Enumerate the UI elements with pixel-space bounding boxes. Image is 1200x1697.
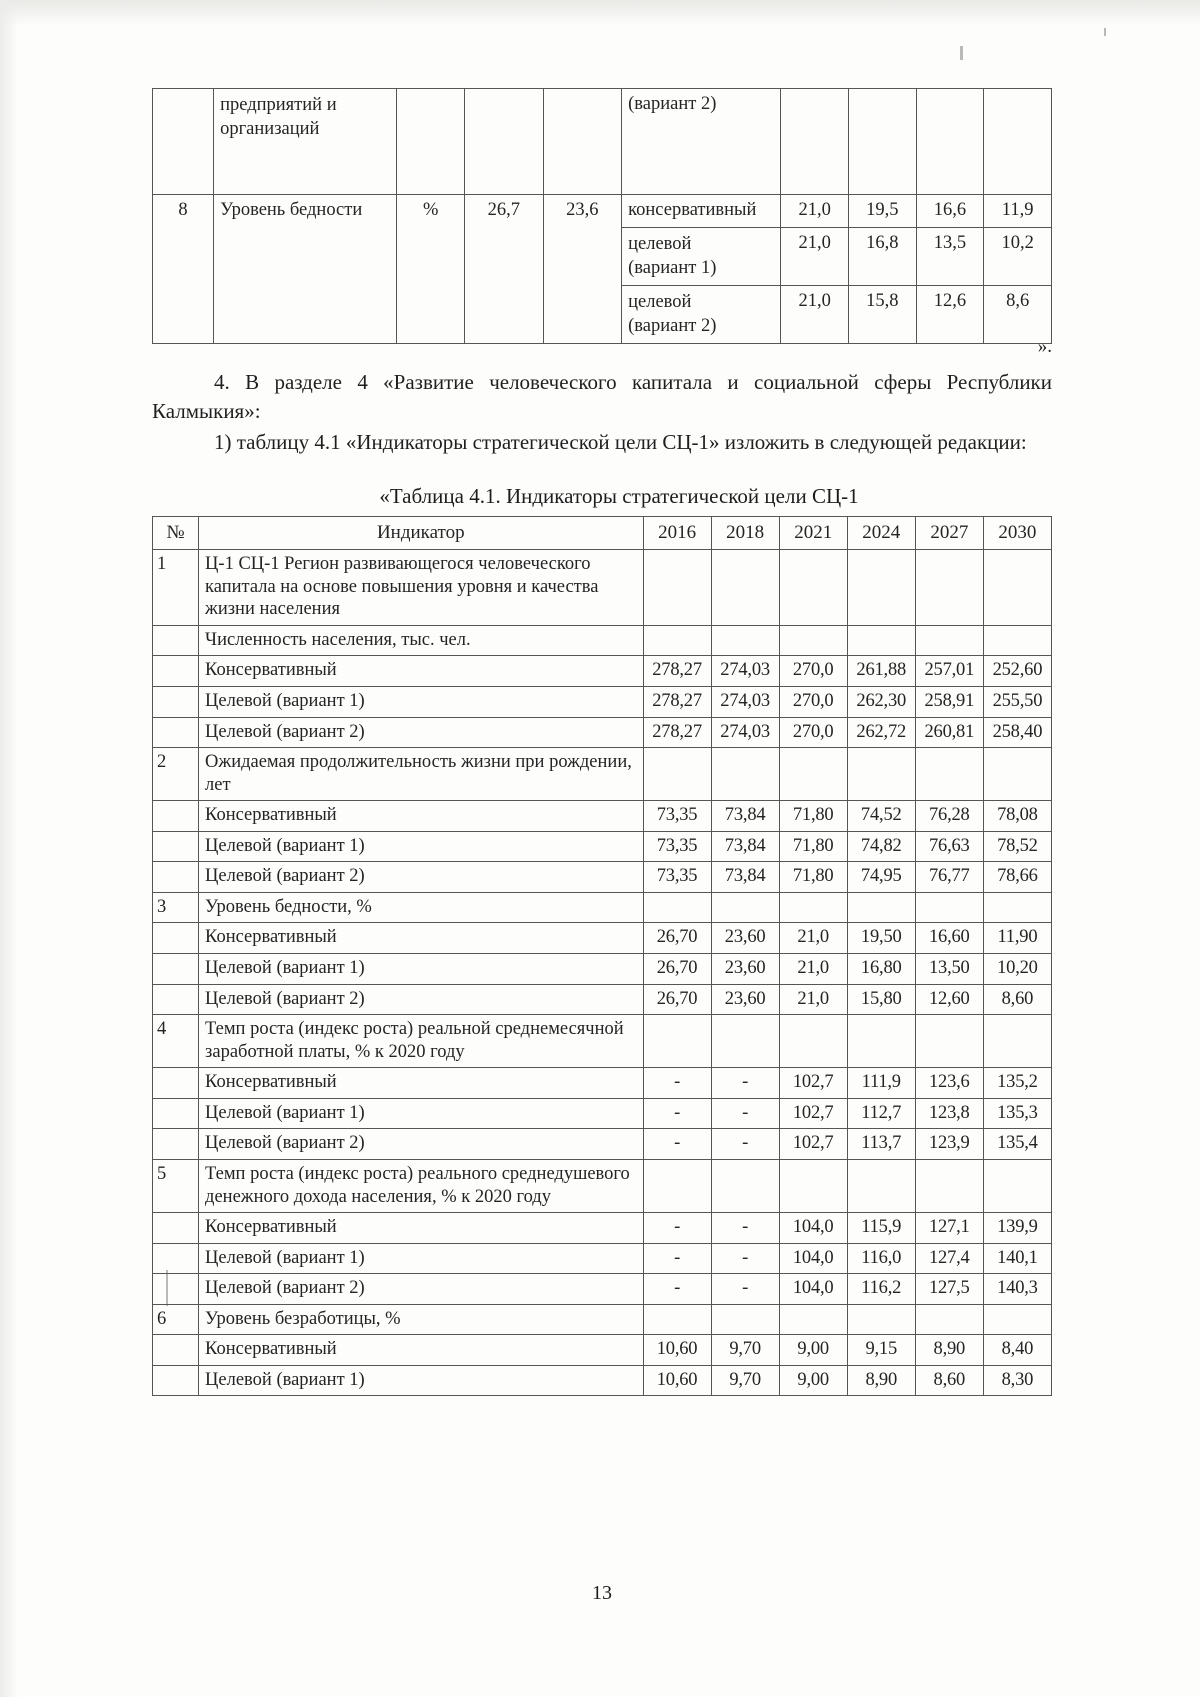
value-cell: 16,8 xyxy=(849,227,917,285)
value-cell-2018: 23,60 xyxy=(711,984,779,1015)
paragraph-text: 4. В разделе 4 «Развитие человеческого капитала и социальной сферы Республики Калмыкия»: xyxy=(152,370,1052,423)
column-header-2030: 2030 xyxy=(983,517,1051,550)
indicator-cell: Темп роста (индекс роста) реального среднедушевого денежного дохода населения, % к 2020 году xyxy=(199,1159,643,1212)
value-cell-2021 xyxy=(779,892,847,923)
value-cell-2018 xyxy=(711,1015,779,1068)
value-cell-2030: 10,20 xyxy=(983,954,1051,985)
value-cell-2027: 13,50 xyxy=(915,954,983,985)
value-cell xyxy=(781,89,849,195)
indicator-cell: Ц-1 СЦ-1 Регион развивающегося человеческого капитала на основе повышения уровня и качества жизни населения xyxy=(199,550,643,626)
value-cell-2027: 8,90 xyxy=(915,1335,983,1366)
scenario-cell xyxy=(622,285,781,343)
value-cell: 21,0 xyxy=(781,195,849,228)
row-number-cell: 6 xyxy=(153,1304,199,1335)
value-cell-2018: 274,03 xyxy=(711,656,779,687)
scenario-variant: (вариант 1) xyxy=(628,257,717,278)
value-cell-2018 xyxy=(711,1304,779,1335)
value-cell-2018: - xyxy=(711,1098,779,1129)
value-cell-2024 xyxy=(847,625,915,656)
value-cell: 13,5 xyxy=(916,227,984,285)
row-number-cell: 4 xyxy=(153,1015,199,1068)
value-cell-2016: 10,60 xyxy=(643,1335,711,1366)
indicator-cell: Целевой (вариант 1) xyxy=(199,686,643,717)
row-number-cell xyxy=(153,1098,199,1129)
column-header-2027: 2027 xyxy=(915,517,983,550)
column-header-indicator: Индикатор xyxy=(199,517,643,550)
table-row xyxy=(153,831,1052,862)
value-cell-2016: 73,35 xyxy=(643,831,711,862)
table-row xyxy=(153,1098,1052,1129)
indicator-cont-line2: организаций xyxy=(220,119,320,140)
indicator-cell: Консервативный xyxy=(199,656,643,687)
value-cell-2024: 116,0 xyxy=(847,1243,915,1274)
row-number-cell: 2 xyxy=(153,748,199,801)
table-header xyxy=(153,517,1052,550)
indicator-cell: Численность населения, тыс. чел. xyxy=(199,625,643,656)
value-cell-2027 xyxy=(915,1015,983,1068)
row-number-cell xyxy=(153,686,199,717)
row-number-cell: 3 xyxy=(153,892,199,923)
value-cell-2016 xyxy=(643,1015,711,1068)
value-cell-2016: 26,70 xyxy=(643,984,711,1015)
value-cell-2030: 255,50 xyxy=(983,686,1051,717)
column-header-2024: 2024 xyxy=(847,517,915,550)
value-cell-2030: 8,30 xyxy=(983,1365,1051,1396)
indicator-cell: Целевой (вариант 2) xyxy=(199,984,643,1015)
value-cell-2021: 270,0 xyxy=(779,686,847,717)
indicator-cont-line1: предприятий и xyxy=(220,95,337,115)
row-number-cell xyxy=(153,1213,199,1244)
table-row xyxy=(153,1304,1052,1335)
value-cell-2030: 252,60 xyxy=(983,656,1051,687)
value-cell-2018: 274,03 xyxy=(711,686,779,717)
value-cell-2027 xyxy=(915,892,983,923)
value-cell-2024 xyxy=(847,748,915,801)
value-cell-2027: 127,4 xyxy=(915,1243,983,1274)
value-cell-2030: 140,1 xyxy=(983,1243,1051,1274)
indicator-cell: Консервативный xyxy=(199,923,643,954)
scan-edge-shading-top xyxy=(0,0,1200,26)
value-cell-2021: 71,80 xyxy=(779,831,847,862)
value-cell-2030: 140,3 xyxy=(983,1274,1051,1305)
value-cell-2027: 76,28 xyxy=(915,801,983,832)
value-cell-2021: 102,7 xyxy=(779,1129,847,1160)
scenario-name: целевой xyxy=(628,233,692,254)
table-row xyxy=(153,195,1052,228)
value-cell-2027: 123,9 xyxy=(915,1129,983,1160)
value-cell-2016: 278,27 xyxy=(643,717,711,748)
value-cell-2016 xyxy=(643,550,711,626)
table-row xyxy=(153,923,1052,954)
value-cell-2018: - xyxy=(711,1213,779,1244)
table-row xyxy=(153,1365,1052,1396)
value-cell-2018: 73,84 xyxy=(711,862,779,893)
value-cell-2016 xyxy=(643,1304,711,1335)
value-cell-2016: - xyxy=(643,1129,711,1160)
value-cell-2027: 260,81 xyxy=(915,717,983,748)
table-row xyxy=(153,717,1052,748)
value-cell-2030 xyxy=(983,625,1051,656)
value-cell-2016: - xyxy=(643,1243,711,1274)
value-cell-2027: 76,77 xyxy=(915,862,983,893)
row-number-cell xyxy=(153,1335,199,1366)
value-cell-2027 xyxy=(915,625,983,656)
scenario-name: целевой xyxy=(628,291,692,312)
row-number-cell xyxy=(153,89,214,195)
value-cell-2016: - xyxy=(643,1068,711,1099)
value-cell-2018: 73,84 xyxy=(711,801,779,832)
scenario-cell: консервативный xyxy=(622,195,781,228)
value-cell-2016: - xyxy=(643,1274,711,1305)
value-cell: 21,0 xyxy=(781,285,849,343)
value-2018-cell xyxy=(543,89,622,195)
value-cell-2016: 278,27 xyxy=(643,656,711,687)
value-cell-2027: 127,1 xyxy=(915,1213,983,1244)
value-cell-2030 xyxy=(983,1159,1051,1212)
value-cell-2030: 135,3 xyxy=(983,1098,1051,1129)
value-cell-2021: 102,7 xyxy=(779,1098,847,1129)
value-cell-2030: 8,40 xyxy=(983,1335,1051,1366)
table-row xyxy=(153,1213,1052,1244)
value-cell-2016: 278,27 xyxy=(643,686,711,717)
value-cell-2027 xyxy=(915,1159,983,1212)
value-cell-2018: - xyxy=(711,1068,779,1099)
table-row xyxy=(153,892,1052,923)
value-cell-2021: 9,00 xyxy=(779,1365,847,1396)
value-cell-2021 xyxy=(779,748,847,801)
unit-cell xyxy=(397,89,465,195)
table-body xyxy=(153,550,1052,1396)
value-cell-2021: 21,0 xyxy=(779,954,847,985)
table-caption: «Таблица 4.1. Индикаторы стратегической цели СЦ-1 xyxy=(379,484,859,508)
value-cell-2027: 12,60 xyxy=(915,984,983,1015)
value-cell-2027 xyxy=(915,748,983,801)
value-cell-2030 xyxy=(983,892,1051,923)
table-header-row xyxy=(153,517,1052,550)
value-cell: 19,5 xyxy=(849,195,917,228)
value-cell-2024 xyxy=(847,1304,915,1335)
value-2016-cell: 26,7 xyxy=(465,195,544,344)
value-cell-2021 xyxy=(779,1015,847,1068)
value-cell-2018 xyxy=(711,550,779,626)
indicator-cell: Целевой (вариант 1) xyxy=(199,1243,643,1274)
value-cell-2018: - xyxy=(711,1129,779,1160)
value-cell-2030 xyxy=(983,1304,1051,1335)
value-cell: 11,9 xyxy=(984,195,1052,228)
value-cell-2021: 102,7 xyxy=(779,1068,847,1099)
value-cell-2030 xyxy=(983,1015,1051,1068)
paragraph-item-1 xyxy=(152,428,1052,457)
value-cell-2030: 78,52 xyxy=(983,831,1051,862)
continued-indicator-table xyxy=(152,88,1052,344)
column-header-no: № xyxy=(153,517,199,550)
value-cell-2027: 8,60 xyxy=(915,1365,983,1396)
row-number-cell: 5 xyxy=(153,1159,199,1212)
value-cell-2018: - xyxy=(711,1274,779,1305)
table-row xyxy=(153,625,1052,656)
value-cell-2030: 78,66 xyxy=(983,862,1051,893)
value-cell-2024: 74,95 xyxy=(847,862,915,893)
value-cell-2027 xyxy=(915,550,983,626)
value-cell-2018: 9,70 xyxy=(711,1335,779,1366)
value-cell: 15,8 xyxy=(849,285,917,343)
indicator-cell: Темп роста (индекс роста) реальной среднемесячной заработной платы, % к 2020 году xyxy=(199,1015,643,1068)
value-cell-2021: 71,80 xyxy=(779,862,847,893)
table-row xyxy=(153,984,1052,1015)
value-cell xyxy=(916,89,984,195)
table-row xyxy=(153,89,1052,195)
value-cell-2016: 10,60 xyxy=(643,1365,711,1396)
value-cell-2024: 111,9 xyxy=(847,1068,915,1099)
value-cell-2024: 116,2 xyxy=(847,1274,915,1305)
value-cell-2021: 104,0 xyxy=(779,1274,847,1305)
table-row xyxy=(153,1159,1052,1212)
value-cell-2018 xyxy=(711,625,779,656)
value-cell-2018: 274,03 xyxy=(711,717,779,748)
indicator-cell: Целевой (вариант 1) xyxy=(199,831,643,862)
paragraph-section-4 xyxy=(152,368,1052,426)
value-cell-2018: 9,70 xyxy=(711,1365,779,1396)
indicator-cell: Ожидаемая продолжительность жизни при рождении, лет xyxy=(199,748,643,801)
row-number-cell xyxy=(153,1129,199,1160)
indicator-cell: Консервативный xyxy=(199,1213,643,1244)
value-cell-2021 xyxy=(779,625,847,656)
value-cell: 8,6 xyxy=(984,285,1052,343)
table-row xyxy=(153,954,1052,985)
scan-edge-shading-left xyxy=(0,0,18,1697)
value-cell-2024 xyxy=(847,892,915,923)
indicator-cell: Целевой (вариант 2) xyxy=(199,862,643,893)
value-cell-2024: 261,88 xyxy=(847,656,915,687)
indicator-cell: Целевой (вариант 1) xyxy=(199,954,643,985)
value-cell-2027: 123,8 xyxy=(915,1098,983,1129)
row-number-cell xyxy=(153,1274,199,1305)
value-cell-2021: 104,0 xyxy=(779,1213,847,1244)
value-cell-2030: 258,40 xyxy=(983,717,1051,748)
indicator-cell: Целевой (вариант 2) xyxy=(199,1129,643,1160)
value-cell-2030 xyxy=(983,550,1051,626)
value-cell-2016: - xyxy=(643,1213,711,1244)
row-number-cell xyxy=(153,923,199,954)
column-header-2018: 2018 xyxy=(711,517,779,550)
unit-cell: % xyxy=(397,195,465,344)
value-cell-2021 xyxy=(779,1304,847,1335)
value-cell-2016 xyxy=(643,748,711,801)
value-cell-2024: 74,82 xyxy=(847,831,915,862)
value-cell-2021 xyxy=(779,1159,847,1212)
indicator-cell: Консервативный xyxy=(199,1068,643,1099)
scenario-cell xyxy=(622,227,781,285)
value-cell-2016: - xyxy=(643,1098,711,1129)
row-number-cell: 8 xyxy=(153,195,214,344)
indicator-cell: Уровень безработицы, % xyxy=(199,1304,643,1335)
table-row xyxy=(153,862,1052,893)
value-cell-2030: 8,60 xyxy=(983,984,1051,1015)
indicator-cell: Целевой (вариант 2) xyxy=(199,717,643,748)
value-cell-2024: 74,52 xyxy=(847,801,915,832)
value-cell-2016 xyxy=(643,1159,711,1212)
scenario-variant: (вариант 2) xyxy=(628,315,717,336)
table-row xyxy=(153,550,1052,626)
value-cell-2030: 135,2 xyxy=(983,1068,1051,1099)
value-cell-2016: 26,70 xyxy=(643,923,711,954)
value-cell-2016: 73,35 xyxy=(643,862,711,893)
value-cell-2021: 21,0 xyxy=(779,923,847,954)
table-row xyxy=(153,748,1052,801)
row-number-cell xyxy=(153,801,199,832)
value-cell-2016: 26,70 xyxy=(643,954,711,985)
value-cell-2024 xyxy=(847,1015,915,1068)
row-number-cell xyxy=(153,862,199,893)
row-number-cell xyxy=(153,1365,199,1396)
row-number-cell xyxy=(153,954,199,985)
row-number-cell xyxy=(153,1243,199,1274)
closing-quote-mark: ». xyxy=(1037,336,1052,357)
indicator-cell: Консервативный xyxy=(199,1335,643,1366)
paragraph-text: 1) таблицу 4.1 «Индикаторы стратегической цели СЦ-1» изложить в следующей редакции: xyxy=(214,430,1027,454)
indicators-table-4-1 xyxy=(152,516,1052,1396)
value-cell-2018 xyxy=(711,748,779,801)
value-cell-2024: 15,80 xyxy=(847,984,915,1015)
value-cell-2024: 113,7 xyxy=(847,1129,915,1160)
value-cell-2027 xyxy=(915,1304,983,1335)
table-row xyxy=(153,1015,1052,1068)
value-cell xyxy=(849,89,917,195)
scenario-cell: (вариант 2) xyxy=(622,89,781,195)
table-row xyxy=(153,1129,1052,1160)
indicator-cell: Целевой (вариант 1) xyxy=(199,1365,643,1396)
value-cell-2024: 262,30 xyxy=(847,686,915,717)
value-cell-2024: 16,80 xyxy=(847,954,915,985)
value-cell-2016: 73,35 xyxy=(643,801,711,832)
scan-speck xyxy=(1104,28,1106,36)
value-cell: 10,2 xyxy=(984,227,1052,285)
indicator-continued-cell xyxy=(214,89,397,195)
value-cell-2027: 76,63 xyxy=(915,831,983,862)
row-number-cell xyxy=(153,831,199,862)
table-row xyxy=(153,1274,1052,1305)
value-cell: 21,0 xyxy=(781,227,849,285)
row-number-cell xyxy=(153,717,199,748)
column-header-2021: 2021 xyxy=(779,517,847,550)
value-2016-cell xyxy=(465,89,544,195)
value-cell-2024: 262,72 xyxy=(847,717,915,748)
value-cell-2030 xyxy=(983,748,1051,801)
value-cell-2021: 9,00 xyxy=(779,1335,847,1366)
value-cell-2024: 112,7 xyxy=(847,1098,915,1129)
indicator-cell: Целевой (вариант 1) xyxy=(199,1098,643,1129)
row-number-cell xyxy=(153,656,199,687)
value-cell-2030: 78,08 xyxy=(983,801,1051,832)
value-cell-2018: 23,60 xyxy=(711,923,779,954)
value-cell-2018: 23,60 xyxy=(711,954,779,985)
table-row xyxy=(153,1335,1052,1366)
indicator-cell: Уровень бедности, % xyxy=(199,892,643,923)
value-cell-2016 xyxy=(643,892,711,923)
value-cell-2027: 123,6 xyxy=(915,1068,983,1099)
value-cell-2024 xyxy=(847,1159,915,1212)
value-cell: 12,6 xyxy=(916,285,984,343)
indicator-cell: Уровень бедности xyxy=(214,195,397,344)
value-cell-2030: 135,4 xyxy=(983,1129,1051,1160)
value-cell-2024: 8,90 xyxy=(847,1365,915,1396)
row-number-cell xyxy=(153,625,199,656)
indicator-cell: Консервативный xyxy=(199,801,643,832)
scan-speck xyxy=(960,46,963,60)
value-cell-2021: 270,0 xyxy=(779,717,847,748)
value-cell-2027: 127,5 xyxy=(915,1274,983,1305)
value-cell-2027: 257,01 xyxy=(915,656,983,687)
row-number-cell xyxy=(153,984,199,1015)
column-header-2016: 2016 xyxy=(643,517,711,550)
row-number-cell xyxy=(153,1068,199,1099)
value-cell-2024 xyxy=(847,550,915,626)
value-cell-2021 xyxy=(779,550,847,626)
value-cell-2030: 11,90 xyxy=(983,923,1051,954)
value-cell-2021: 104,0 xyxy=(779,1243,847,1274)
value-cell-2024: 19,50 xyxy=(847,923,915,954)
value-cell-2021: 270,0 xyxy=(779,656,847,687)
value-cell: 16,6 xyxy=(916,195,984,228)
page-number: 13 xyxy=(592,1582,612,1604)
row-number-cell: 1 xyxy=(153,550,199,626)
table-row xyxy=(153,1243,1052,1274)
table-row xyxy=(153,801,1052,832)
value-cell-2016 xyxy=(643,625,711,656)
value-cell-2024: 9,15 xyxy=(847,1335,915,1366)
indicator-cell: Целевой (вариант 2) xyxy=(199,1274,643,1305)
table-row xyxy=(153,686,1052,717)
value-cell-2018: - xyxy=(711,1243,779,1274)
value-cell-2024: 115,9 xyxy=(847,1213,915,1244)
value-cell-2027: 16,60 xyxy=(915,923,983,954)
value-cell-2027: 258,91 xyxy=(915,686,983,717)
value-cell xyxy=(984,89,1052,195)
table-row xyxy=(153,656,1052,687)
value-cell-2018 xyxy=(711,1159,779,1212)
value-cell-2021: 71,80 xyxy=(779,801,847,832)
value-cell-2021: 21,0 xyxy=(779,984,847,1015)
value-cell-2018: 73,84 xyxy=(711,831,779,862)
value-cell-2030: 139,9 xyxy=(983,1213,1051,1244)
value-cell-2018 xyxy=(711,892,779,923)
value-2018-cell: 23,6 xyxy=(543,195,622,344)
table-row xyxy=(153,1068,1052,1099)
